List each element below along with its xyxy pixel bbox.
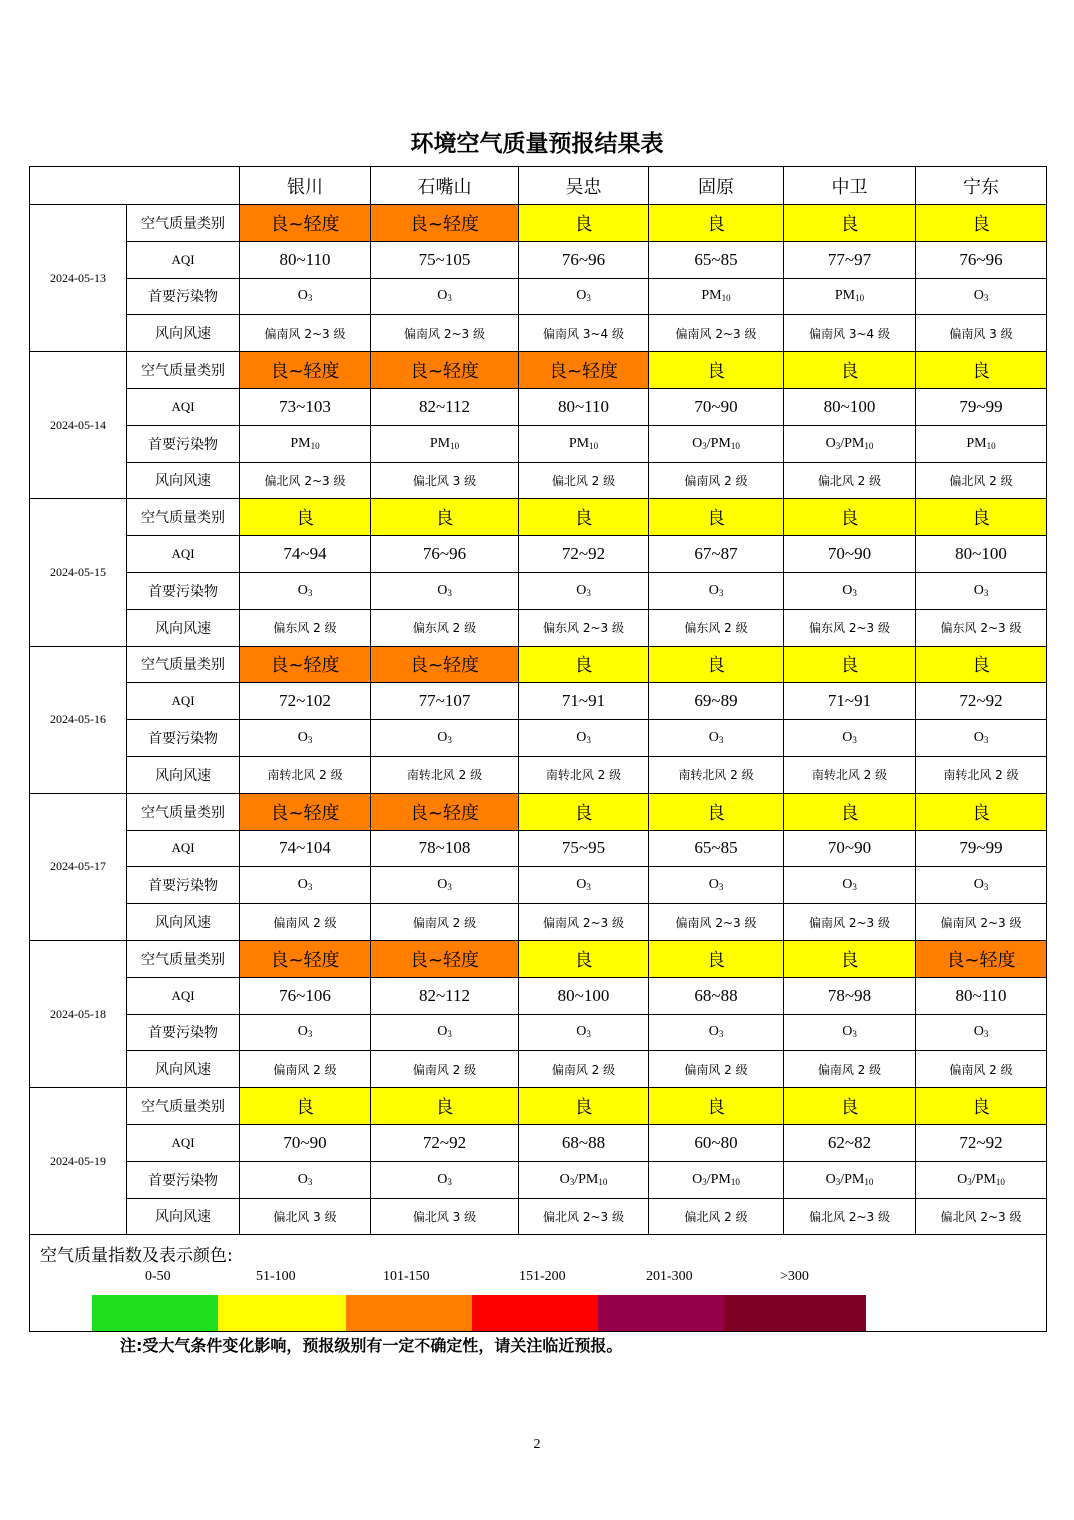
category-cell: 良 [916, 1088, 1047, 1125]
city-header: 吴忠 [519, 167, 649, 205]
aqi-cell: 80~110 [519, 388, 649, 425]
day-row-wind [30, 609, 1047, 646]
category-cell: 良 [519, 499, 649, 536]
aqi-cell: 79~99 [916, 830, 1047, 867]
category-cell: 良 [649, 499, 784, 536]
pollutant-cell: $PM_{10}$ [519, 425, 649, 462]
aqi-cell: 72~102 [240, 683, 371, 720]
wind-cell: 偏南风 2~3 级 [371, 315, 519, 352]
pollutant-cell: $O_3$ [519, 572, 649, 609]
aqi-cell: 67~87 [649, 536, 784, 573]
day-row-aqi [30, 830, 1047, 867]
legend-range: 101-150 [383, 1269, 430, 1285]
legend-swatch [92, 1295, 218, 1331]
row-label: 风向风速 [127, 609, 240, 646]
category-cell: 良 [649, 352, 784, 389]
page-number: 2 [533, 1437, 541, 1452]
aqi-cell: 77~97 [784, 241, 916, 278]
aqi-cell: 80~110 [240, 241, 371, 278]
wind-cell: 偏南风 2 级 [371, 1051, 519, 1088]
row-label: 空气质量类别 [127, 1088, 240, 1125]
category-cell: 良 [784, 1088, 916, 1125]
legend-swatch [472, 1295, 598, 1331]
aqi-cell: 70~90 [649, 388, 784, 425]
wind-cell: 偏北风 2~3 级 [916, 1198, 1047, 1235]
row-label: 风向风速 [127, 1051, 240, 1088]
date-cell: 2024-05-18 [30, 940, 127, 1087]
aqi-cell: 80~110 [916, 977, 1047, 1014]
pollutant-cell: $O_3$ [371, 720, 519, 757]
pollutant-cell: $O_3$ [371, 1161, 519, 1198]
wind-cell: 偏南风 2~3 级 [784, 904, 916, 941]
wind-cell: 偏东风 2~3 级 [519, 609, 649, 646]
row-label: 风向风速 [127, 1198, 240, 1235]
pollutant-cell: $O_3$ [916, 278, 1047, 315]
row-label: 首要污染物 [127, 425, 240, 462]
row-label: 首要污染物 [127, 1014, 240, 1051]
category-cell: 良 [519, 793, 649, 830]
row-label: 风向风速 [127, 462, 240, 499]
category-cell: 良 [784, 793, 916, 830]
day-row-aqi [30, 536, 1047, 573]
pollutant-cell: $O_3$ [649, 1014, 784, 1051]
row-label: 空气质量类别 [127, 499, 240, 536]
day-row-pollutant [30, 1161, 1047, 1198]
row-label: 空气质量类别 [127, 205, 240, 242]
aqi-cell: 80~100 [916, 536, 1047, 573]
pollutant-cell: $PM_{10}$ [371, 425, 519, 462]
pollutant-cell: $O_3$ [240, 572, 371, 609]
day-row-pollutant [30, 867, 1047, 904]
wind-cell: 偏北风 3 级 [371, 1198, 519, 1235]
aqi-cell: 72~92 [371, 1124, 519, 1161]
category-cell: 良~轻度 [916, 940, 1047, 977]
category-cell: 良 [649, 646, 784, 683]
day-row-category [30, 205, 1047, 242]
pollutant-cell: $O_3$ [784, 1014, 916, 1051]
wind-cell: 偏东风 2 级 [240, 609, 371, 646]
pollutant-cell: $O_3$ [240, 1161, 371, 1198]
category-cell: 良 [649, 205, 784, 242]
wind-cell: 偏南风 2~3 级 [649, 315, 784, 352]
day-row-category [30, 940, 1047, 977]
wind-cell: 南转北风 2 级 [371, 756, 519, 793]
wind-cell: 偏南风 3~4 级 [784, 315, 916, 352]
wind-cell: 偏东风 2 级 [649, 609, 784, 646]
day-row-aqi [30, 1124, 1047, 1161]
wind-cell: 偏东风 2~3 级 [916, 609, 1047, 646]
pollutant-cell: $O_3/PM_{10}$ [649, 425, 784, 462]
legend-swatch [218, 1295, 346, 1331]
day-row-category [30, 793, 1047, 830]
row-label: AQI [127, 388, 240, 425]
aqi-cell: 73~103 [240, 388, 371, 425]
pollutant-cell: $O_3$ [240, 278, 371, 315]
wind-cell: 偏南风 2 级 [649, 462, 784, 499]
pollutant-cell: $O_3$ [519, 278, 649, 315]
row-label: 风向风速 [127, 315, 240, 352]
aqi-cell: 76~96 [371, 536, 519, 573]
pollutant-cell: $O_3$ [916, 867, 1047, 904]
legend-range: 51-100 [256, 1269, 296, 1285]
day-row-wind [30, 462, 1047, 499]
category-cell: 良 [519, 1088, 649, 1125]
date-cell: 2024-05-17 [30, 793, 127, 940]
wind-cell: 偏南风 2~3 级 [240, 315, 371, 352]
day-row-pollutant [30, 278, 1047, 315]
aqi-cell: 78~98 [784, 977, 916, 1014]
category-cell: 良 [649, 940, 784, 977]
legend-swatch [346, 1295, 472, 1331]
category-cell: 良 [784, 940, 916, 977]
aqi-cell: 60~80 [649, 1124, 784, 1161]
row-label: 空气质量类别 [127, 793, 240, 830]
aqi-cell: 76~96 [519, 241, 649, 278]
pollutant-cell: $O_3$ [371, 1014, 519, 1051]
category-cell: 良 [784, 499, 916, 536]
legend-swatch [598, 1295, 724, 1331]
wind-cell: 偏南风 2~3 级 [916, 904, 1047, 941]
aqi-cell: 65~85 [649, 241, 784, 278]
pollutant-cell: $O_3$ [649, 720, 784, 757]
wind-cell: 偏东风 2 级 [371, 609, 519, 646]
city-header: 宁东 [916, 167, 1047, 205]
aqi-cell: 70~90 [784, 830, 916, 867]
pollutant-cell: $O_3$ [519, 867, 649, 904]
wind-cell: 偏南风 2 级 [916, 1051, 1047, 1088]
wind-cell: 偏北风 3 级 [240, 1198, 371, 1235]
wind-cell: 南转北风 2 级 [784, 756, 916, 793]
wind-cell: 偏北风 2 级 [649, 1198, 784, 1235]
category-cell: 良 [371, 499, 519, 536]
row-label: AQI [127, 1124, 240, 1161]
day-row-aqi [30, 388, 1047, 425]
wind-cell: 偏北风 2~3 级 [784, 1198, 916, 1235]
category-cell: 良 [916, 352, 1047, 389]
wind-cell: 南转北风 2 级 [240, 756, 371, 793]
wind-cell: 偏北风 2~3 级 [519, 1198, 649, 1235]
disclaimer-note: 注:受大气条件变化影响，预报级别有一定不确定性，请关注临近预报。 [120, 1336, 623, 1355]
aqi-cell: 77~107 [371, 683, 519, 720]
pollutant-cell: $O_3$ [649, 867, 784, 904]
pollutant-cell: $O_3$ [916, 572, 1047, 609]
category-cell: 良 [649, 793, 784, 830]
aqi-cell: 62~82 [784, 1124, 916, 1161]
wind-cell: 南转北风 2 级 [649, 756, 784, 793]
category-cell: 良~轻度 [371, 646, 519, 683]
category-cell: 良~轻度 [519, 352, 649, 389]
date-cell: 2024-05-13 [30, 205, 127, 352]
day-row-aqi [30, 683, 1047, 720]
pollutant-cell: $O_3/PM_{10}$ [784, 1161, 916, 1198]
forecast-table [29, 166, 1047, 1332]
row-label: 首要污染物 [127, 1161, 240, 1198]
wind-cell: 偏北风 3 级 [371, 462, 519, 499]
pollutant-cell: $O_3$ [371, 867, 519, 904]
day-row-wind [30, 1051, 1047, 1088]
day-row-category [30, 646, 1047, 683]
city-header: 中卫 [784, 167, 916, 205]
wind-cell: 偏南风 3~4 级 [519, 315, 649, 352]
day-row-wind [30, 756, 1047, 793]
row-label: AQI [127, 683, 240, 720]
category-cell: 良~轻度 [240, 940, 371, 977]
day-row-wind [30, 315, 1047, 352]
pollutant-cell: $O_3/PM_{10}$ [519, 1161, 649, 1198]
row-label: 空气质量类别 [127, 646, 240, 683]
corner-cell [30, 167, 240, 205]
row-label: AQI [127, 830, 240, 867]
aqi-cell: 65~85 [649, 830, 784, 867]
category-cell: 良 [916, 646, 1047, 683]
day-row-pollutant [30, 720, 1047, 757]
row-label: 首要污染物 [127, 867, 240, 904]
header-row [30, 167, 1047, 205]
aqi-cell: 76~106 [240, 977, 371, 1014]
aqi-cell: 82~112 [371, 977, 519, 1014]
day-row-category [30, 352, 1047, 389]
day-row-pollutant [30, 1014, 1047, 1051]
category-cell: 良 [916, 205, 1047, 242]
wind-cell: 偏南风 2~3 级 [649, 904, 784, 941]
aqi-cell: 75~95 [519, 830, 649, 867]
wind-cell: 偏北风 2 级 [519, 462, 649, 499]
wind-cell: 偏南风 2 级 [784, 1051, 916, 1088]
category-cell: 良~轻度 [240, 793, 371, 830]
day-row-aqi [30, 977, 1047, 1014]
aqi-cell: 68~88 [649, 977, 784, 1014]
aqi-cell: 72~92 [519, 536, 649, 573]
pollutant-cell: $O_3$ [916, 720, 1047, 757]
aqi-cell: 74~104 [240, 830, 371, 867]
city-header: 石嘴山 [371, 167, 519, 205]
wind-cell: 偏东风 2~3 级 [784, 609, 916, 646]
aqi-cell: 71~91 [519, 683, 649, 720]
legend [30, 1235, 1047, 1332]
pollutant-cell: $PM_{10}$ [784, 278, 916, 315]
pollutant-cell: $O_3$ [240, 1014, 371, 1051]
wind-cell: 偏南风 2 级 [240, 1051, 371, 1088]
row-label: 风向风速 [127, 756, 240, 793]
aqi-cell: 68~88 [519, 1124, 649, 1161]
legend-range: 201-300 [646, 1269, 693, 1285]
category-cell: 良~轻度 [371, 940, 519, 977]
pollutant-cell: $O_3$ [916, 1014, 1047, 1051]
category-cell: 良 [371, 1088, 519, 1125]
row-label: 首要污染物 [127, 720, 240, 757]
pollutant-cell: $PM_{10}$ [916, 425, 1047, 462]
day-row-wind [30, 904, 1047, 941]
category-cell: 良 [519, 205, 649, 242]
aqi-cell: 80~100 [519, 977, 649, 1014]
legend-range: 151-200 [519, 1269, 566, 1285]
aqi-cell: 72~92 [916, 683, 1047, 720]
pollutant-cell: $O_3$ [784, 720, 916, 757]
date-cell: 2024-05-19 [30, 1088, 127, 1235]
pollutant-cell: $O_3$ [240, 720, 371, 757]
aqi-cell: 82~112 [371, 388, 519, 425]
date-cell: 2024-05-16 [30, 646, 127, 793]
category-cell: 良 [784, 352, 916, 389]
aqi-cell: 74~94 [240, 536, 371, 573]
wind-cell: 偏南风 2 级 [371, 904, 519, 941]
aqi-cell: 78~108 [371, 830, 519, 867]
aqi-cell: 80~100 [784, 388, 916, 425]
pollutant-cell: $PM_{10}$ [240, 425, 371, 462]
category-cell: 良 [784, 646, 916, 683]
day-row-pollutant [30, 572, 1047, 609]
row-label: 空气质量类别 [127, 940, 240, 977]
pollutant-cell: $O_3$ [784, 572, 916, 609]
category-cell: 良 [519, 940, 649, 977]
legend-range: 0-50 [145, 1269, 171, 1285]
category-cell: 良 [519, 646, 649, 683]
city-header: 固原 [649, 167, 784, 205]
wind-cell: 偏南风 2 级 [519, 1051, 649, 1088]
legend-title: 空气质量指数及表示颜色: [40, 1246, 233, 1267]
row-label: 空气质量类别 [127, 352, 240, 389]
aqi-cell: 71~91 [784, 683, 916, 720]
aqi-cell: 72~92 [916, 1124, 1047, 1161]
pollutant-cell: $O_3/PM_{10}$ [784, 425, 916, 462]
wind-cell: 偏南风 2~3 级 [519, 904, 649, 941]
pollutant-cell: $O_3$ [371, 278, 519, 315]
category-cell: 良~轻度 [240, 646, 371, 683]
row-label: AQI [127, 241, 240, 278]
wind-cell: 偏北风 2~3 级 [240, 462, 371, 499]
wind-cell: 偏北风 2 级 [784, 462, 916, 499]
aqi-cell: 76~96 [916, 241, 1047, 278]
pollutant-cell: $O_3$ [649, 572, 784, 609]
date-cell: 2024-05-14 [30, 352, 127, 499]
wind-cell: 偏南风 2 级 [649, 1051, 784, 1088]
aqi-cell: 69~89 [649, 683, 784, 720]
day-row-wind [30, 1198, 1047, 1235]
category-cell: 良 [784, 205, 916, 242]
row-label: 风向风速 [127, 904, 240, 941]
city-header: 银川 [240, 167, 371, 205]
pollutant-cell: $O_3$ [240, 867, 371, 904]
row-label: 首要污染物 [127, 572, 240, 609]
category-cell: 良 [240, 1088, 371, 1125]
category-cell: 良~轻度 [371, 793, 519, 830]
wind-cell: 南转北风 2 级 [916, 756, 1047, 793]
aqi-cell: 70~90 [784, 536, 916, 573]
category-cell: 良 [916, 499, 1047, 536]
pollutant-cell: $O_3/PM_{10}$ [916, 1161, 1047, 1198]
day-row-pollutant [30, 425, 1047, 462]
pollutant-cell: $O_3$ [519, 1014, 649, 1051]
pollutant-cell: $O_3/PM_{10}$ [649, 1161, 784, 1198]
row-label: AQI [127, 977, 240, 1014]
row-label: 首要污染物 [127, 278, 240, 315]
legend-swatch [724, 1295, 866, 1331]
category-cell: 良 [240, 499, 371, 536]
wind-cell: 南转北风 2 级 [519, 756, 649, 793]
wind-cell: 偏北风 2 级 [916, 462, 1047, 499]
date-cell: 2024-05-15 [30, 499, 127, 646]
day-row-category [30, 1088, 1047, 1125]
category-cell: 良~轻度 [371, 205, 519, 242]
category-cell: 良 [916, 793, 1047, 830]
wind-cell: 偏南风 2 级 [240, 904, 371, 941]
category-cell: 良~轻度 [240, 205, 371, 242]
aqi-cell: 70~90 [240, 1124, 371, 1161]
pollutant-cell: $O_3$ [519, 720, 649, 757]
category-cell: 良~轻度 [371, 352, 519, 389]
day-row-aqi [30, 241, 1047, 278]
page-title: 环境空气质量预报结果表 [410, 131, 664, 157]
legend-row [30, 1235, 1047, 1332]
category-cell: 良~轻度 [240, 352, 371, 389]
pollutant-cell: $PM_{10}$ [649, 278, 784, 315]
legend-range: >300 [780, 1269, 809, 1285]
pollutant-cell: $O_3$ [371, 572, 519, 609]
day-row-category [30, 499, 1047, 536]
row-label: AQI [127, 536, 240, 573]
category-cell: 良 [649, 1088, 784, 1125]
aqi-cell: 75~105 [371, 241, 519, 278]
aqi-cell: 79~99 [916, 388, 1047, 425]
wind-cell: 偏南风 3 级 [916, 315, 1047, 352]
pollutant-cell: $O_3$ [784, 867, 916, 904]
